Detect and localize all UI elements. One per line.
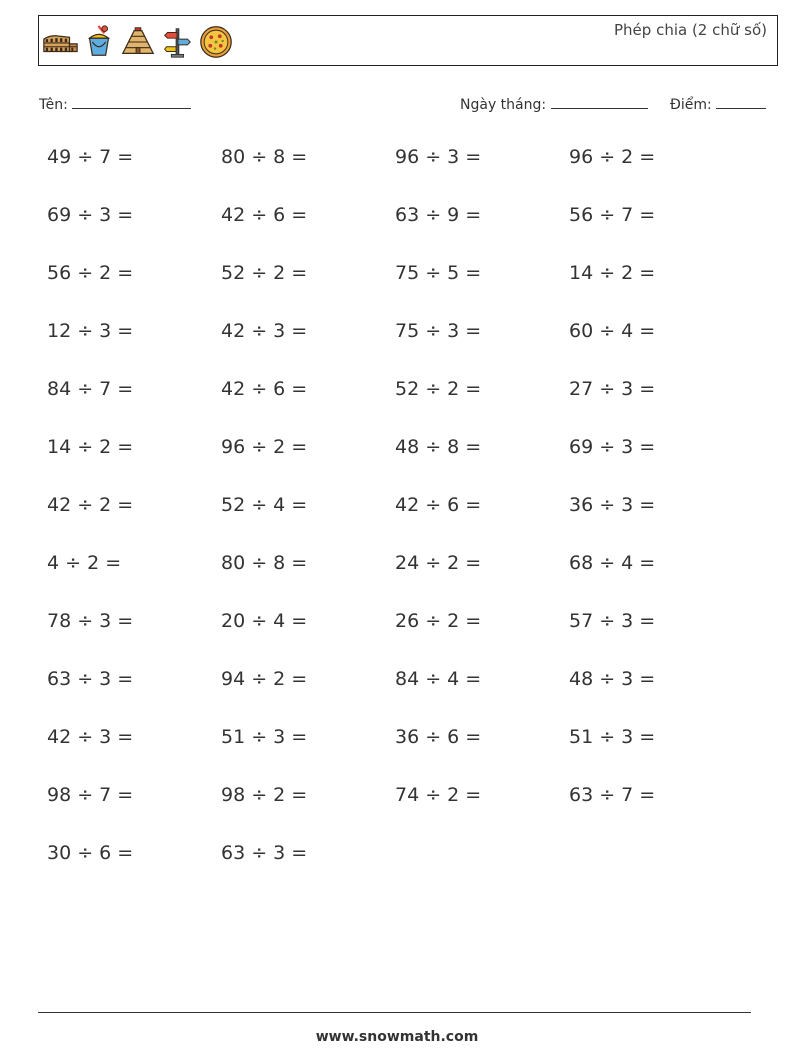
problem: 63 ÷ 7 = <box>569 784 656 806</box>
problem: 4 ÷ 2 = <box>47 552 122 574</box>
problem: 42 ÷ 6 = <box>221 204 308 226</box>
colosseum-icon <box>41 23 79 61</box>
problem: 84 ÷ 7 = <box>47 378 134 400</box>
problem-row <box>47 378 747 436</box>
problem-row <box>47 668 747 726</box>
pizza-icon <box>197 23 235 61</box>
problem: 84 ÷ 4 = <box>395 668 482 690</box>
footer-divider <box>38 1012 751 1013</box>
problem: 36 ÷ 3 = <box>569 494 656 516</box>
problem: 42 ÷ 3 = <box>47 726 134 748</box>
problem: 52 ÷ 4 = <box>221 494 308 516</box>
score-field <box>670 94 766 113</box>
date-blank[interactable] <box>551 94 648 109</box>
problem: 98 ÷ 7 = <box>47 784 134 806</box>
problem: 68 ÷ 4 = <box>569 552 656 574</box>
problem: 80 ÷ 8 = <box>221 146 308 168</box>
pyramid-icon <box>119 23 157 61</box>
problem-row <box>47 610 747 668</box>
problem: 52 ÷ 2 = <box>395 378 482 400</box>
problem: 14 ÷ 2 = <box>569 262 656 284</box>
name-field <box>39 94 191 113</box>
problem-row <box>47 436 747 494</box>
problem: 78 ÷ 3 = <box>47 610 134 632</box>
problem: 14 ÷ 2 = <box>47 436 134 458</box>
problem: 51 ÷ 3 = <box>221 726 308 748</box>
problem: 94 ÷ 2 = <box>221 668 308 690</box>
problem: 69 ÷ 3 = <box>569 436 656 458</box>
problem: 63 ÷ 3 = <box>221 842 308 864</box>
problem-row <box>47 726 747 784</box>
sand-bucket-icon <box>80 23 118 61</box>
problem-row <box>47 494 747 552</box>
header-icons <box>41 22 236 62</box>
problem-row <box>47 204 747 262</box>
problem: 57 ÷ 3 = <box>569 610 656 632</box>
problem: 56 ÷ 2 = <box>47 262 134 284</box>
problem: 51 ÷ 3 = <box>569 726 656 748</box>
problem: 80 ÷ 8 = <box>221 552 308 574</box>
problem: 42 ÷ 2 = <box>47 494 134 516</box>
problem-row <box>47 552 747 610</box>
problem-row <box>47 842 747 900</box>
problem: 63 ÷ 3 = <box>47 668 134 690</box>
date-field <box>460 94 648 113</box>
problem: 60 ÷ 4 = <box>569 320 656 342</box>
worksheet-header <box>38 15 778 66</box>
problem: 63 ÷ 9 = <box>395 204 482 226</box>
problem: 74 ÷ 2 = <box>395 784 482 806</box>
problem: 42 ÷ 6 = <box>395 494 482 516</box>
problem: 48 ÷ 3 = <box>569 668 656 690</box>
problem-grid <box>47 146 747 900</box>
problem: 42 ÷ 6 = <box>221 378 308 400</box>
problem: 24 ÷ 2 = <box>395 552 482 574</box>
problem: 75 ÷ 5 = <box>395 262 482 284</box>
problem: 30 ÷ 6 = <box>47 842 134 864</box>
problem: 36 ÷ 6 = <box>395 726 482 748</box>
footer-website: www.snowmath.com <box>315 1029 479 1045</box>
problem: 96 ÷ 3 = <box>395 146 482 168</box>
problem: 12 ÷ 3 = <box>47 320 134 342</box>
problem: 52 ÷ 2 = <box>221 262 308 284</box>
problem: 49 ÷ 7 = <box>47 146 134 168</box>
problem: 75 ÷ 3 = <box>395 320 482 342</box>
problem: 56 ÷ 7 = <box>569 204 656 226</box>
name-blank[interactable] <box>72 94 191 109</box>
problem: 26 ÷ 2 = <box>395 610 482 632</box>
name-label: Tên: <box>39 97 68 113</box>
problem: 27 ÷ 3 = <box>569 378 656 400</box>
signpost-icon <box>158 23 196 61</box>
worksheet-title: Phép chia (2 chữ số) <box>614 21 767 39</box>
problem-row <box>47 784 747 842</box>
date-label: Ngày tháng: <box>460 97 547 113</box>
problem-row <box>47 262 747 320</box>
problem: 69 ÷ 3 = <box>47 204 134 226</box>
score-label: Điểm: <box>670 97 712 113</box>
problem: 98 ÷ 2 = <box>221 784 308 806</box>
problem: 96 ÷ 2 = <box>569 146 656 168</box>
problem: 42 ÷ 3 = <box>221 320 308 342</box>
problem: 20 ÷ 4 = <box>221 610 308 632</box>
problem-row <box>47 146 747 204</box>
problem: 96 ÷ 2 = <box>221 436 308 458</box>
problem: 48 ÷ 8 = <box>395 436 482 458</box>
problem-row <box>47 320 747 378</box>
score-blank[interactable] <box>716 94 766 109</box>
